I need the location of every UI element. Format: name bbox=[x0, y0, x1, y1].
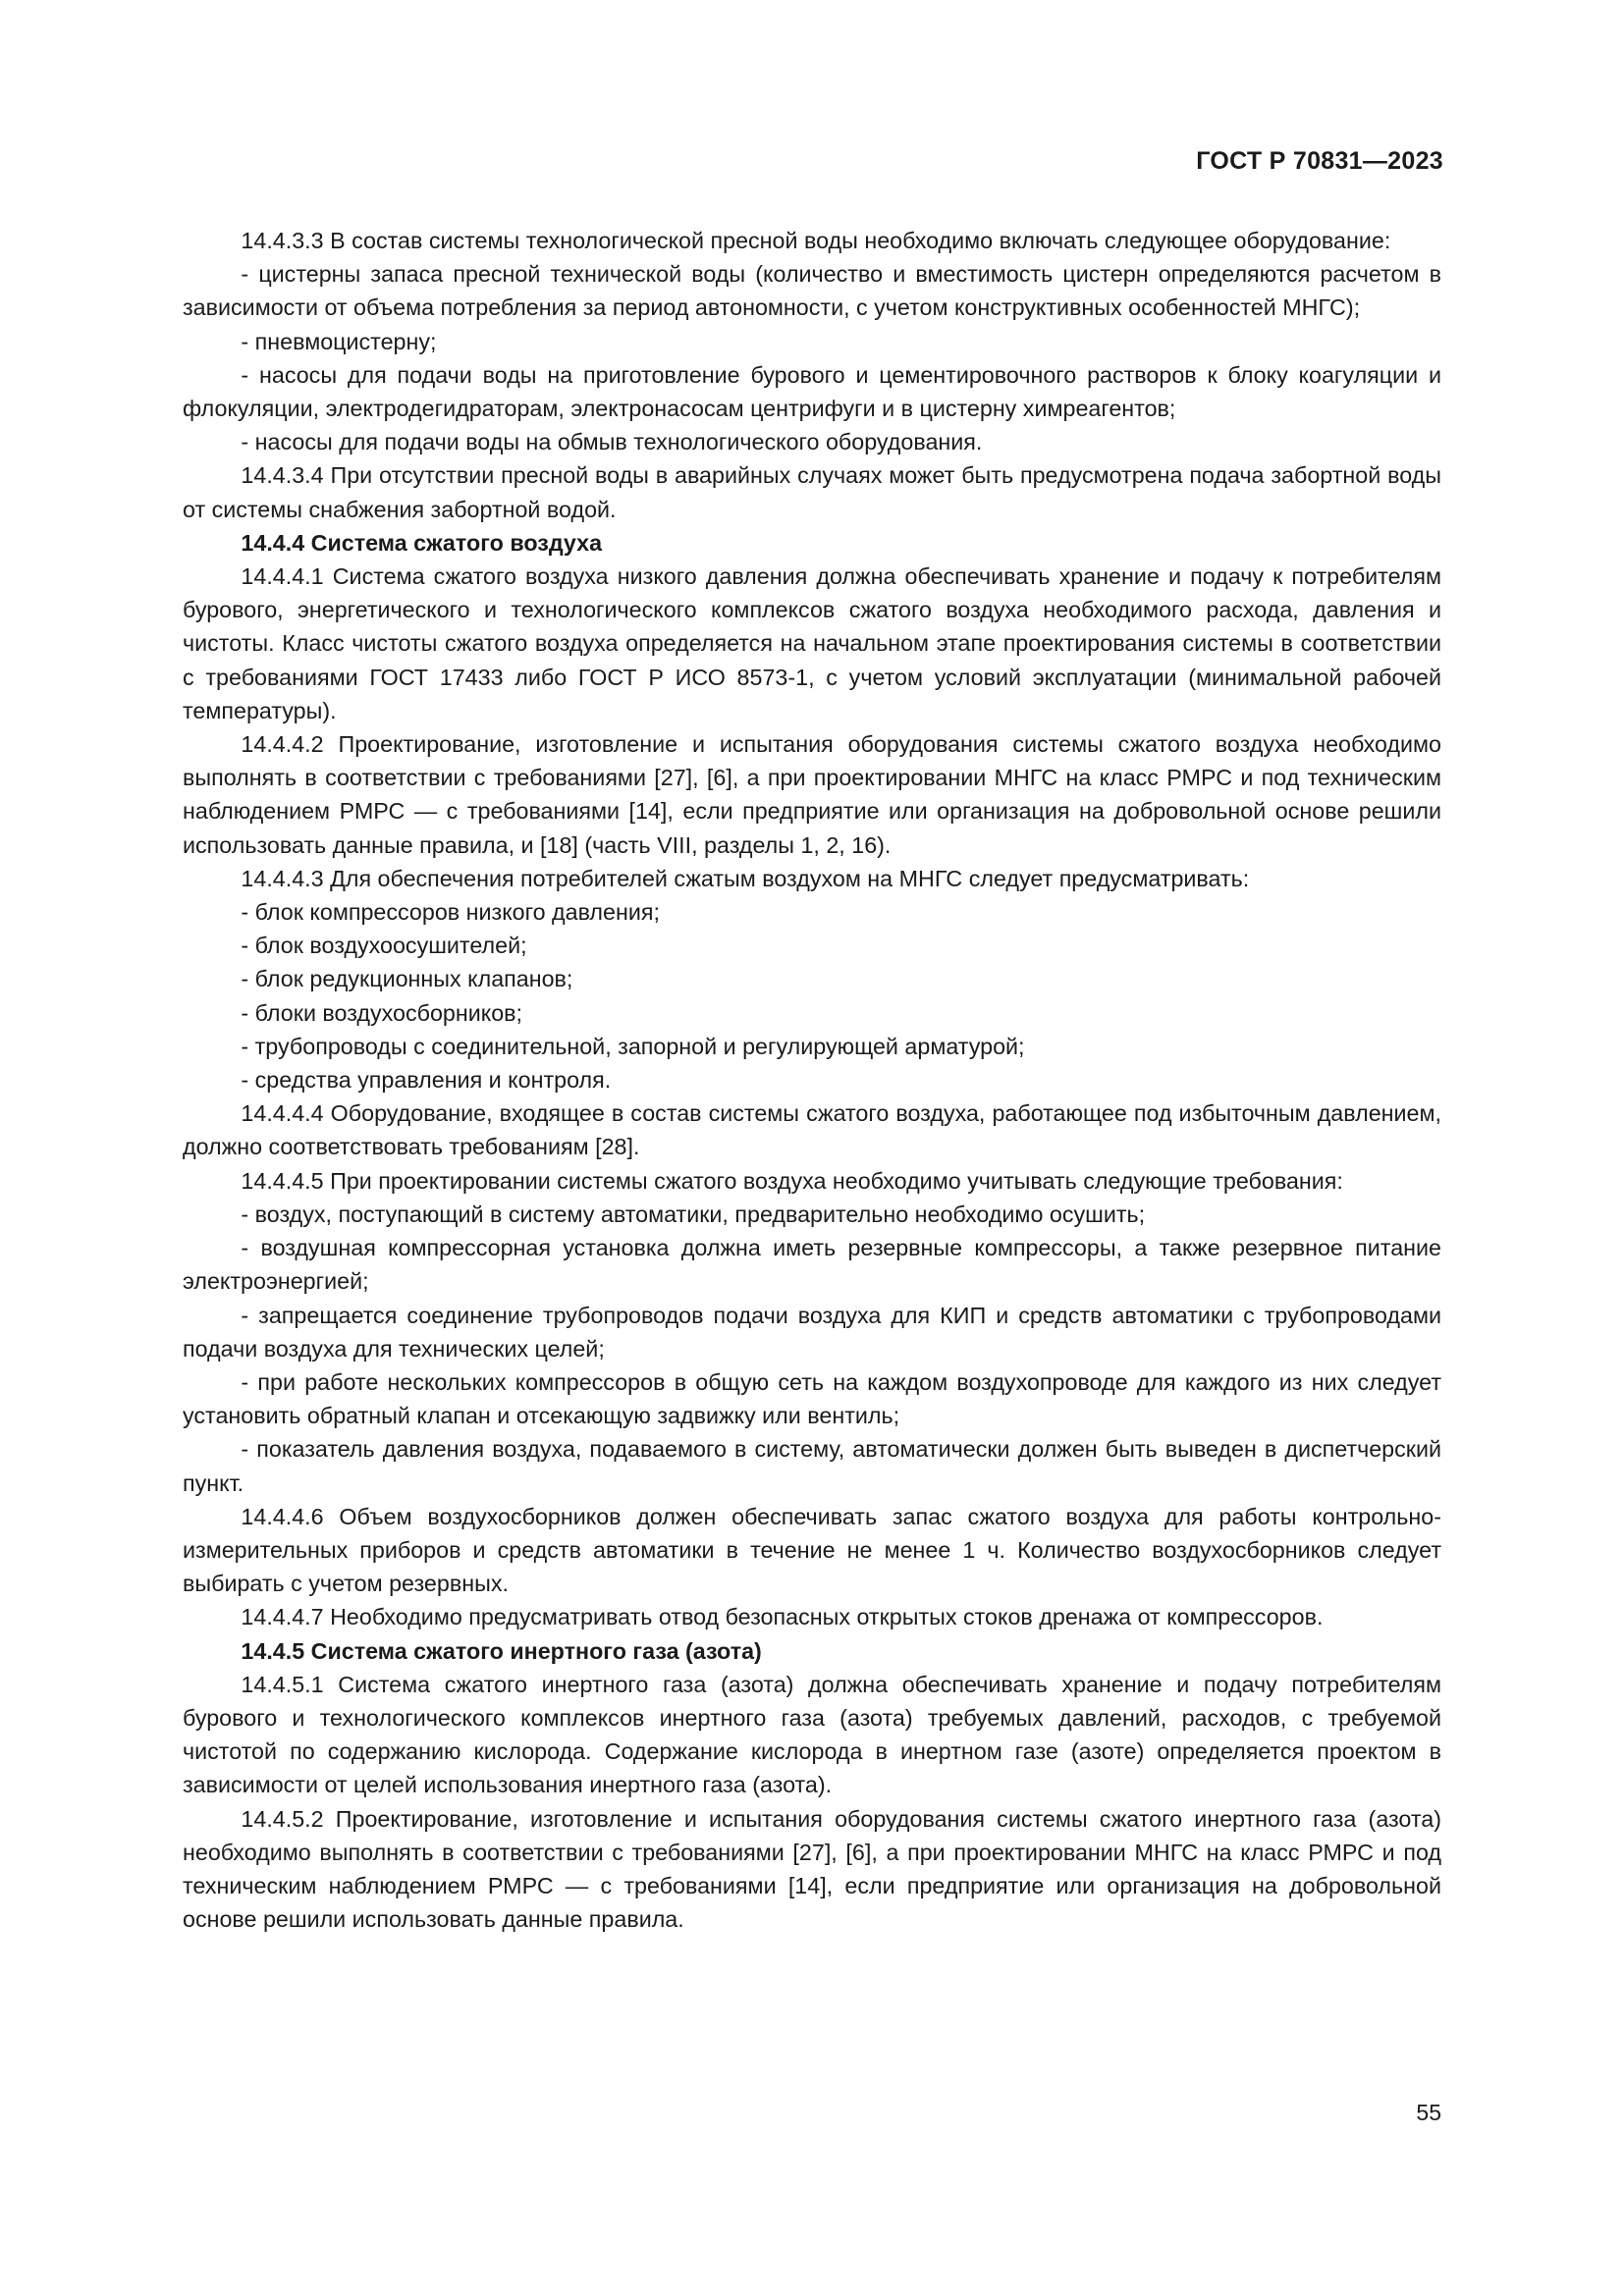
list-item: - насосы для подачи воды на приготовление бурового и цементировочного растворов к блоку коагуляции и флокуляции, электродегидраторам, электронасосам центрифуги и в цистерну химреагентов; bbox=[183, 361, 1441, 422]
paragraph-14-4-4-2: 14.4.4.2 Проектирование, изготовление и испытания оборудования системы сжатого воздуха необходимо выполнять в соответствии с требованиями [27], [6], а при проектировании МНГС на класс РМРС и под техническим наблюдением РМРС — с требованиями [14], если предприятие или организация на добровольной основе решили использовать данные правила, и [18] (часть VIII, разделы 1, 2, 16). bbox=[183, 731, 1441, 858]
list-item: - воздух, поступающий в систему автоматики, предварительно необходимо осушить; bbox=[241, 1201, 1146, 1227]
paragraph-14-4-4-4: 14.4.4.4 Оборудование, входящее в состав системы сжатого воздуха, работающее под избыточным давлением, должно соответствовать требованиям [28]. bbox=[183, 1100, 1441, 1160]
section-heading-14-4-5: 14.4.5 Система сжатого инертного газа (азота) bbox=[241, 1637, 762, 1664]
list-item: - показатель давления воздуха, подаваемого в систему, автоматически должен быть выведен в диспетчерский пункт. bbox=[183, 1436, 1441, 1496]
list-item: - блок воздухоосушителей; bbox=[241, 933, 527, 959]
paragraph-14-4-5-1: 14.4.5.1 Система сжатого инертного газа (азота) должна обеспечивать хранение и подачу потребителям бурового и технологического комплексов инертного газа (азота) требуемых давлений, расходов, с требуемой чистотой по содержанию кислорода. Содержание кислорода в инертном газе (азоте) определяется проектом в зависимости от целей использования инертного газа (азота). bbox=[183, 1671, 1441, 1798]
list-item: - блок компрессоров низкого давления; bbox=[241, 899, 660, 926]
paragraph-14-4-3-4: 14.4.3.4 При отсутствии пресной воды в аварийных случаях может быть предусмотрена подача забортной воды от системы снабжения забортной водой. bbox=[183, 462, 1441, 522]
section-heading-14-4-4: 14.4.4 Система сжатого воздуха bbox=[241, 529, 603, 556]
list-item: - запрещается соединение трубопроводов подачи воздуха для КИП и средств автоматики с трубопроводами подачи воздуха для технических целей; bbox=[183, 1302, 1441, 1362]
document-code-header: ГОСТ Р 70831—2023 bbox=[1196, 147, 1443, 175]
list-item: - воздушная компрессорная установка должна иметь резервные компрессоры, а также резервное питание электроэнергией; bbox=[183, 1235, 1441, 1295]
list-item: - блок редукционных клапанов; bbox=[241, 966, 573, 992]
list-item: - средства управления и контроля. bbox=[241, 1067, 612, 1094]
list-item: - при работе нескольких компрессоров в общую сеть на каждом воздухопроводе для каждого из них следует установить обратный клапан и отсекающую задвижку или вентиль; bbox=[183, 1368, 1441, 1429]
document-body bbox=[183, 224, 1441, 1936]
list-item: - блоки воздухосборников; bbox=[241, 999, 523, 1026]
paragraph-14-4-4-7: 14.4.4.7 Необходимо предусматривать отвод безопасных открытых стоков дренажа от компрессоров. bbox=[241, 1604, 1324, 1630]
paragraph-14-4-4-5: 14.4.4.5 При проектировании системы сжатого воздуха необходимо учитывать следующие требования: bbox=[241, 1167, 1343, 1194]
list-item: - трубопроводы с соединительной, запорной и регулирующей арматурой; bbox=[241, 1033, 1025, 1059]
paragraph-14-4-3-3: 14.4.3.3 В состав системы технологической пресной воды необходимо включать следующее оборудование: bbox=[241, 228, 1391, 253]
paragraph-14-4-4-1: 14.4.4.1 Система сжатого воздуха низкого давления должна обеспечивать хранение и подачу к потребителям бурового, энергетического и технологического комплексов сжатого воздуха необходимого расхода, давления и чистоты. Класс чистоты сжатого воздуха определяется на начальном этапе проектирования системы в соответствии с требованиями ГОСТ 17433 либо ГОСТ Р ИСО 8573-1, с учетом условий эксплуатации (минимальной рабочей температуры). bbox=[183, 563, 1441, 723]
paragraph-14-4-5-2: 14.4.5.2 Проектирование, изготовление и испытания оборудования системы сжатого инертного газа (азота) необходимо выполнять в соответствии с требованиями [27], [6], а при проектировании МНГС на класс РМРС и под техническим наблюдением РМРС — с требованиями [14], если предприятие или организация на добровольной основе решили использовать данные правила. bbox=[183, 1805, 1441, 1933]
list-item: - цистерны запаса пресной технической воды (количество и вместимость цистерн определяются расчетом в зависимости от объема потребления за период автономности, с учетом конструктивных особенностей МНГС); bbox=[183, 261, 1441, 321]
list-item: - пневмоцистерну; bbox=[241, 328, 437, 354]
paragraph-14-4-4-6: 14.4.4.6 Объем воздухосборников должен обеспечивать запас сжатого воздуха для работы контрольно-измерительных приборов и средств автоматики в течение не менее 1 ч. Количество воздухосборников следует выбирать с учетом резервных. bbox=[183, 1503, 1441, 1597]
paragraph-14-4-4-3: 14.4.4.3 Для обеспечения потребителей сжатым воздухом на МНГС следует предусматривать: bbox=[241, 865, 1250, 891]
list-item: - насосы для подачи воды на обмыв технологического оборудования. bbox=[241, 429, 983, 455]
page-number: 55 bbox=[1416, 2100, 1441, 2125]
